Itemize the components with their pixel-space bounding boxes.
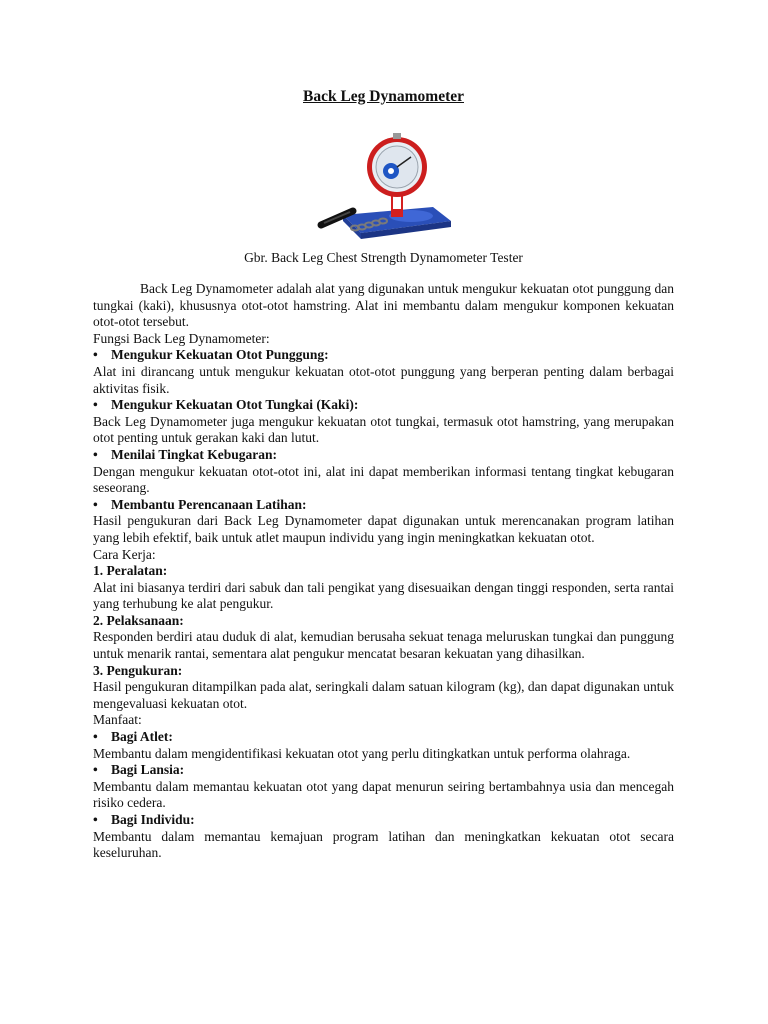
bullet-icon: • [93, 397, 98, 413]
cara-step-text: Hasil pengukuran ditampilkan pada alat, seringkali dalam satuan kilogram (kg), dan dapat digunakan untuk mengevaluasi kekuatan otot. [93, 679, 674, 711]
fungsi-item-heading: • Menilai Tingkat Kebugaran: [93, 446, 278, 462]
manfaat-item-text: Membantu dalam memantau kekuatan otot yang dapat menurun seiring bertambahnya usia dan mencegah risiko cedera. [93, 778, 674, 811]
figure-caption: Gbr. Back Leg Chest Strength Dynamometer Tester [244, 250, 523, 265]
fungsi-label: Fungsi Back Leg Dynamometer: [93, 330, 270, 346]
fungsi-item-text: Alat ini dirancang untuk mengukur kekuatan otot-otot punggung yang berperan penting dalam berbagai aktivitas fisik. [93, 363, 674, 396]
cara-step-text: Alat ini biasanya terdiri dari sabuk dan tali pengikat yang disesuaikan dengan tinggi responden, serta rantai yang terhubung ke alat pengukur. [93, 579, 674, 612]
manfaat-item-heading: • Bagi Individu: [93, 812, 195, 827]
fungsi-item-text: Dengan mengukur kekuatan otot-otot ini, alat ini dapat memberikan informasi tentang tingkat kebugaran seseorang. [93, 463, 674, 496]
cara-label: Cara Kerja: [93, 546, 156, 562]
fungsi-item-text: Back Leg Dynamometer juga mengukur kekuatan otot tungkai, termasuk otot hamstring, yang merupakan otot penting untuk gerakan kaki dan lutut. [93, 413, 674, 446]
bullet-icon: • [93, 496, 98, 512]
fungsi-item-text: Hasil pengukuran dari Back Leg Dynamometer dapat digunakan untuk merencanakan program latihan yang lebih efektif, baik untuk atlet maupun individu yang ingin meningkatkan kekuatan otot. [93, 513, 674, 545]
cara-step-text: Responden berdiri atau duduk di alat, kemudian berusaha sekuat tenaga meluruskan tungkai dan punggung untuk menarik rantai, sementara alat pengukur mencatat besaran kekuatan yang dihasilkan. [93, 629, 674, 662]
manfaat-item-text: Membantu dalam memantau kemajuan program latihan dan meningkatkan kekuatan otot secara keseluruhan. [93, 828, 674, 861]
fungsi-item-heading: • Mengukur Kekuatan Otot Punggung: [93, 347, 329, 363]
bullet-icon: • [93, 812, 98, 827]
manfaat-item-heading: • Bagi Lansia: [93, 762, 185, 778]
intro-paragraph: Back Leg Dynamometer adalah alat yang digunakan untuk mengukur kekuatan otot punggung dan tungkai (kaki), khususnya otot-otot hamstring. Alat ini membantu dalam mengukur komponen kekuatan otot-otot tersebut. [93, 281, 674, 330]
dynamometer-illustration [313, 123, 453, 241]
manfaat-label: Manfaat: [93, 712, 142, 728]
bullet-icon: • [93, 762, 98, 778]
fungsi-item-heading: • Mengukur Kekuatan Otot Tungkai (Kaki): [93, 397, 359, 413]
bullet-icon: • [93, 446, 98, 462]
cara-step-heading: 2. Pelaksanaan: [93, 612, 184, 628]
manfaat-item-heading: • Bagi Atlet: [93, 729, 173, 745]
bullet-icon: • [93, 347, 98, 363]
page-title: Back Leg Dynamometer [303, 88, 464, 105]
document-body [93, 281, 674, 862]
manfaat-item-text: Membantu dalam mengidentifikasi kekuatan otot yang perlu ditingkatkan untuk performa olahraga. [93, 745, 631, 761]
fungsi-item-heading: • Membantu Perencanaan Latihan: [93, 496, 307, 512]
cara-step-heading: 1. Peralatan: [93, 563, 168, 579]
bullet-icon: • [93, 729, 98, 745]
cara-step-heading: 3. Pengukuran: [93, 662, 183, 678]
